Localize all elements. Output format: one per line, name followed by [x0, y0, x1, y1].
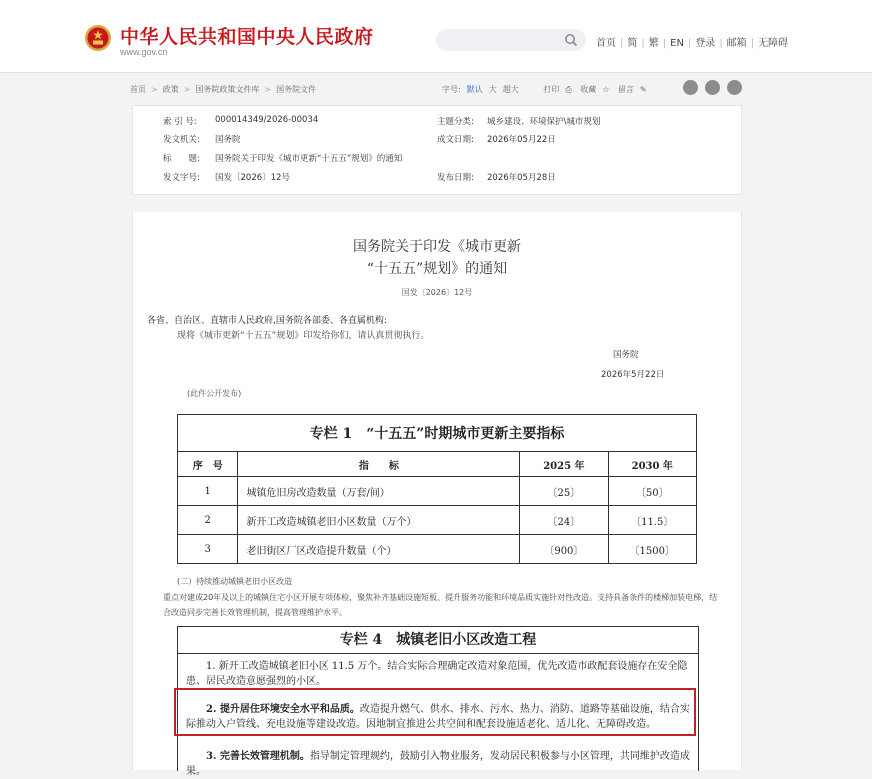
header-2030: 2030 年 — [608, 452, 696, 477]
table-row — [178, 477, 697, 506]
table-cell: 〔50〕 — [608, 477, 696, 506]
table-cell: 〔11.5〕 — [608, 506, 696, 535]
breadcrumb-library[interactable]: 国务院政策文件库 — [195, 85, 260, 94]
national-emblem-icon[interactable] — [84, 24, 112, 52]
table-cell: 老旧街区厂区改造提升数量（个） — [238, 535, 520, 564]
project-box-title: 专栏 4 城镇老旧小区改造工程 — [178, 627, 698, 654]
highlight-box — [174, 688, 696, 736]
nav-simplified[interactable]: 简 — [627, 38, 638, 49]
weibo-share-icon[interactable] — [683, 80, 698, 95]
document-body — [132, 212, 742, 777]
table-cell: 城镇危旧房改造数量（万套/间） — [238, 477, 520, 506]
date-label: 成文日期: — [437, 135, 474, 145]
favorite-button[interactable]: 收藏 — [580, 85, 597, 94]
search-input[interactable] — [436, 29, 586, 51]
print-button[interactable]: 打印 — [543, 85, 560, 94]
table-caption: 专栏 1 “十五五”时期城市更新主要指标 — [178, 415, 697, 452]
table-row — [178, 535, 697, 564]
breadcrumb: 首页 > 政策 > 国务院政策文件库 > 国务院文件 — [130, 85, 317, 94]
table-row — [178, 506, 697, 535]
nav-english[interactable]: EN — [670, 38, 684, 49]
index-value: 000014349/2026-00034 — [215, 115, 319, 125]
document-title-line2: “十五五”规划》的通知 — [366, 261, 508, 277]
sign-date: 2026年5月22日 — [601, 370, 665, 380]
site-title[interactable]: 中华人民共和国中央人民政府 — [120, 26, 374, 48]
table-cell: 〔900〕 — [520, 535, 608, 564]
section-paragraph: 重点对建成20年及以上的城镇住宅小区开展专项体检，聚焦补齐基础设施短板、提升服务功能和环境品质实施针对性改造。支持具备条件的楼梯加装电梯，结合改造同步完善长效管理机制，提高管理维护水平。 — [163, 593, 718, 617]
pencil-icon: ✎ — [639, 85, 647, 94]
signer: 国务院 — [613, 350, 639, 360]
index-label: 索 引 号: — [163, 117, 197, 127]
breadcrumb-toolbar — [130, 80, 740, 98]
nav-home[interactable]: 首页 — [596, 38, 616, 49]
font-size-label: 字号: — [442, 85, 461, 94]
wechat-share-icon[interactable] — [705, 80, 720, 95]
breadcrumb-policy[interactable]: 政策 — [162, 85, 179, 94]
document-metadata — [132, 105, 742, 195]
table-cell: 〔1500〕 — [608, 535, 696, 564]
site-url: www.gov.cn — [120, 47, 168, 57]
list-item: 3. 完善长效管理机制。指导制定管理规约，鼓励引入物业服务，发动居民积极参与小区管理，共同维护改造成果。 — [186, 751, 690, 777]
section-heading: (二）持续推动城镇老旧小区改造 — [177, 577, 293, 586]
table-cell: 〔24〕 — [520, 506, 608, 535]
top-nav: 首页 | 简 | 繁 | EN | 登录 | 邮箱 | 无障碍 — [596, 38, 789, 49]
table-cell: 3 — [178, 535, 238, 564]
nav-traditional[interactable]: 繁 — [648, 38, 659, 49]
title-value: 国务院关于印发《城市更新“十五五”规划》的通知 — [215, 154, 403, 164]
header-indicator: 指 标 — [238, 452, 520, 477]
category-label: 主题分类: — [437, 117, 474, 127]
breadcrumb-home[interactable]: 首页 — [130, 85, 146, 94]
document-number: 国发〔2026〕12号 — [401, 288, 473, 297]
nav-login[interactable]: 登录 — [695, 38, 716, 49]
font-size-default[interactable]: 默认 — [466, 85, 483, 94]
breadcrumb-docs[interactable]: 国务院文件 — [276, 85, 317, 94]
addressee: 各省、自治区、直辖市人民政府,国务院各部委、各直属机构: — [147, 316, 387, 326]
star-icon: ☆ — [602, 85, 610, 94]
publish-value: 2026年05月28日 — [487, 173, 556, 183]
font-size-large[interactable]: 大 — [488, 85, 497, 94]
public-note: (此件公开发布) — [187, 389, 242, 398]
docno-value: 国发〔2026〕12号 — [215, 173, 290, 183]
nav-mail[interactable]: 邮箱 — [726, 38, 747, 49]
site-header — [0, 0, 872, 73]
search-icon[interactable] — [564, 33, 578, 47]
issuer-label: 发文机关: — [163, 135, 200, 145]
page-tools — [442, 84, 653, 95]
nav-accessibility[interactable]: 无障碍 — [758, 38, 789, 49]
font-size-xlarge[interactable]: 超大 — [502, 85, 519, 94]
list-item: 2. 提升居住环境安全水平和品质。改造提升燃气、供水、排水、污水、热力、消防、道路等基础设施，结合实际推动入户管线、充电设施等建设改造。因地制宜推进公共空间和配套设施适老化、适儿化、无障碍改造。 — [186, 704, 690, 730]
more-share-icon[interactable] — [727, 80, 742, 95]
issuer-value: 国务院 — [215, 135, 241, 145]
document-title-line1: 国务院关于印发《城市更新 — [353, 239, 521, 255]
indicator-table — [177, 414, 697, 564]
docno-label: 发文字号: — [163, 173, 200, 183]
table-cell: 2 — [178, 506, 238, 535]
date-value: 2026年05月22日 — [487, 135, 556, 145]
header-2025: 2025 年 — [520, 452, 608, 477]
table-cell: 〔25〕 — [520, 477, 608, 506]
table-cell: 1 — [178, 477, 238, 506]
comment-button[interactable]: 留言 — [617, 85, 634, 94]
print-icon: ⎙ — [565, 85, 572, 94]
publish-label: 发布日期: — [437, 173, 474, 183]
category-value: 城乡建设、环境保护\城市规划 — [487, 117, 601, 127]
title-label: 标 题: — [163, 154, 200, 164]
header-seq: 序 号 — [178, 452, 238, 477]
list-item: 1. 新开工改造城镇老旧小区 11.5 万个。结合实际合理确定改造对象范围，优先改造市政配套设施存在安全隐患、居民改造意愿强烈的小区。 — [186, 661, 688, 687]
table-cell: 新开工改造城镇老旧小区数量（万个） — [238, 506, 520, 535]
body-text-cut: 现将《城市更新“十五五”规划》印发给你们，请认真贯彻执行。 — [177, 331, 430, 341]
